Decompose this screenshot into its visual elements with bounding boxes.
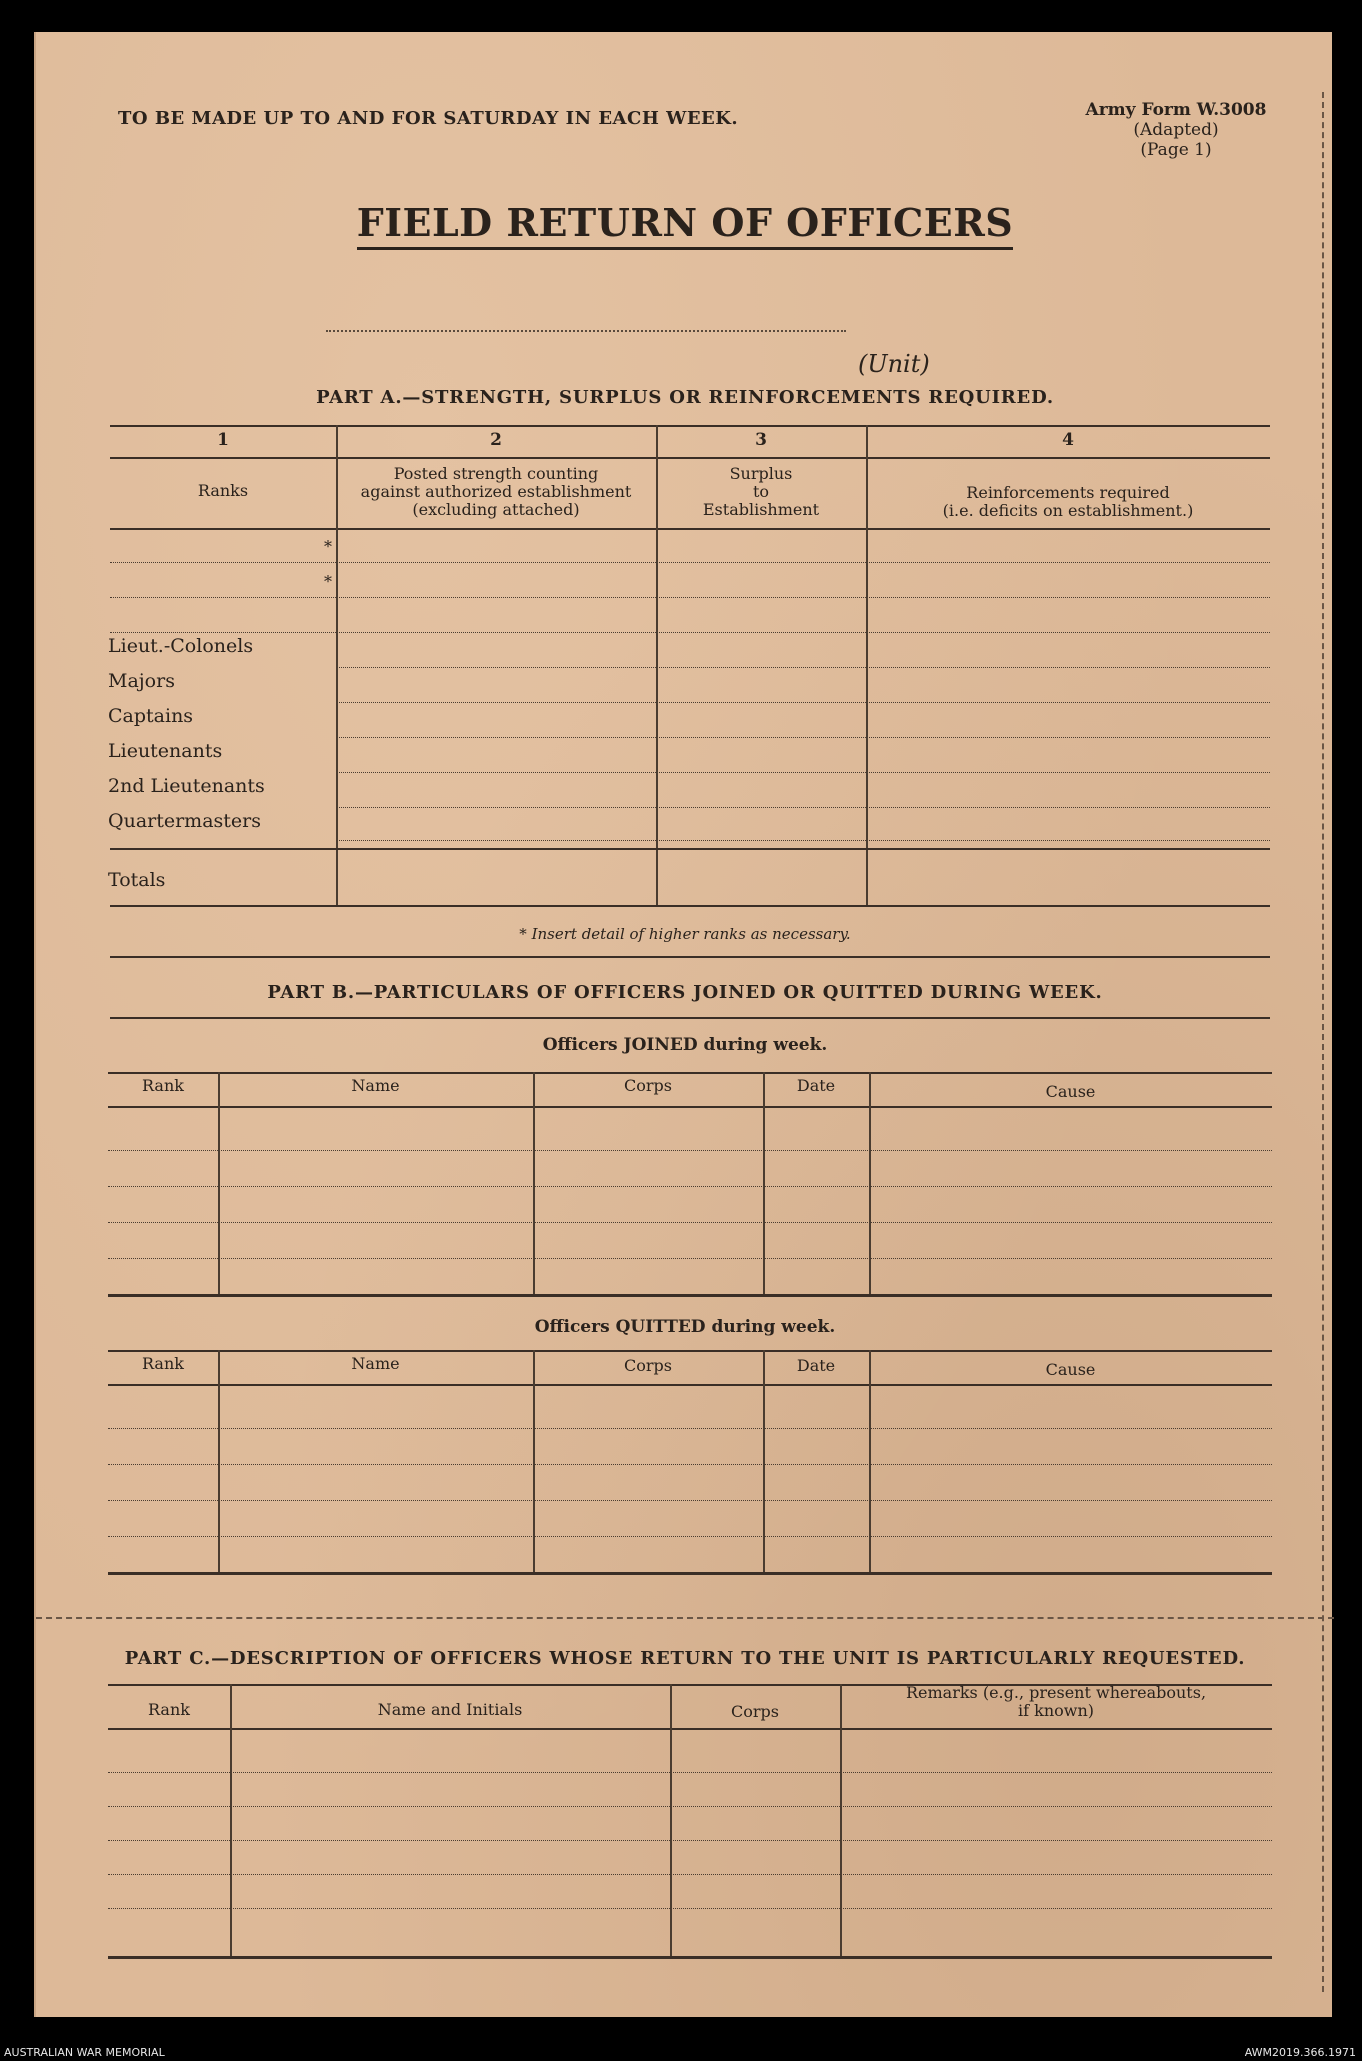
column-number-3: 3 — [755, 430, 767, 450]
column-number-1: 1 — [217, 430, 229, 450]
star-marker: * — [324, 537, 332, 556]
quitted-cause-header: Cause — [1045, 1360, 1096, 1379]
rank-row-lieut-colonels: Lieut.-Colonels — [108, 635, 254, 657]
header-instruction: TO BE MADE UP TO AND FOR SATURDAY IN EACH WEEK. — [118, 108, 739, 129]
form-identifier — [1046, 100, 1306, 160]
rank-row-lieutenants: Lieutenants — [108, 740, 223, 762]
rank-row-captains: Captains — [108, 705, 194, 727]
unit-label: (Unit) — [858, 350, 930, 378]
reinforcements-header: Reinforcements required (i.e. deficits on establishment.) — [942, 483, 1194, 520]
joined-title: Officers JOINED during week. — [542, 1035, 828, 1055]
joined-name-header: Name — [351, 1076, 400, 1095]
part-c-title: PART C.—DESCRIPTION OF OFFICERS WHOSE RETURN TO THE UNIT IS PARTICULARLY REQUESTED. — [124, 1648, 1246, 1669]
star-marker: * — [324, 572, 332, 591]
surplus-header: Surplus to Establishment — [702, 464, 820, 519]
rank-row-majors: Majors — [108, 670, 175, 692]
page-title: FIELD RETURN OF OFFICERS — [36, 200, 1334, 245]
part-c-name-header: Name and Initials — [377, 1700, 523, 1719]
ranks-header: Ranks — [197, 481, 249, 500]
part-c-remarks-header: Remarks (e.g., present whereabouts, if known) — [905, 1683, 1207, 1720]
rank-row-2nd-lieutenants: 2nd Lieutenants — [108, 775, 265, 797]
joined-corps-header: Corps — [624, 1076, 672, 1095]
quitted-title: Officers QUITTED during week. — [534, 1317, 836, 1337]
part-c-rank-header: Rank — [148, 1700, 190, 1719]
column-number-4: 4 — [1062, 430, 1074, 450]
joined-cause-header: Cause — [1045, 1082, 1096, 1101]
credit-left: AUSTRALIAN WAR MEMORIAL — [4, 2046, 165, 2059]
perforation-line-vertical — [1322, 92, 1324, 1992]
joined-rank-header: Rank — [142, 1076, 184, 1095]
quitted-name-header: Name — [351, 1354, 400, 1373]
quitted-date-header: Date — [796, 1356, 836, 1375]
perforation-line — [36, 1617, 1334, 1619]
part-b-title: PART B.—PARTICULARS OF OFFICERS JOINED OR QUITTED DURING WEEK. — [267, 982, 1103, 1003]
posted-strength-header: Posted strength counting against authorized establishment (excluding attached) — [360, 464, 632, 519]
quitted-rank-header: Rank — [142, 1354, 184, 1373]
joined-date-header: Date — [796, 1076, 836, 1095]
form-page: (Page 1) — [1140, 140, 1212, 160]
part-c-corps-header: Corps — [731, 1702, 779, 1721]
form-adapted: (Adapted) — [1133, 120, 1219, 140]
credit-right: AWM2019.366.1971 — [1244, 2046, 1356, 2059]
totals-row: Totals — [108, 869, 166, 891]
part-a-note: * Insert detail of higher ranks as necessary. — [519, 925, 851, 943]
rank-row-quartermasters: Quartermasters — [108, 810, 261, 832]
form-sheet — [34, 32, 1332, 2017]
part-a-title: PART A.—STRENGTH, SURPLUS OR REINFORCEMENTS REQUIRED. — [316, 387, 1054, 408]
column-number-2: 2 — [490, 430, 502, 450]
form-number: Army Form W.3008 — [1085, 100, 1267, 120]
unit-field[interactable] — [326, 330, 846, 332]
quitted-corps-header: Corps — [624, 1356, 672, 1375]
